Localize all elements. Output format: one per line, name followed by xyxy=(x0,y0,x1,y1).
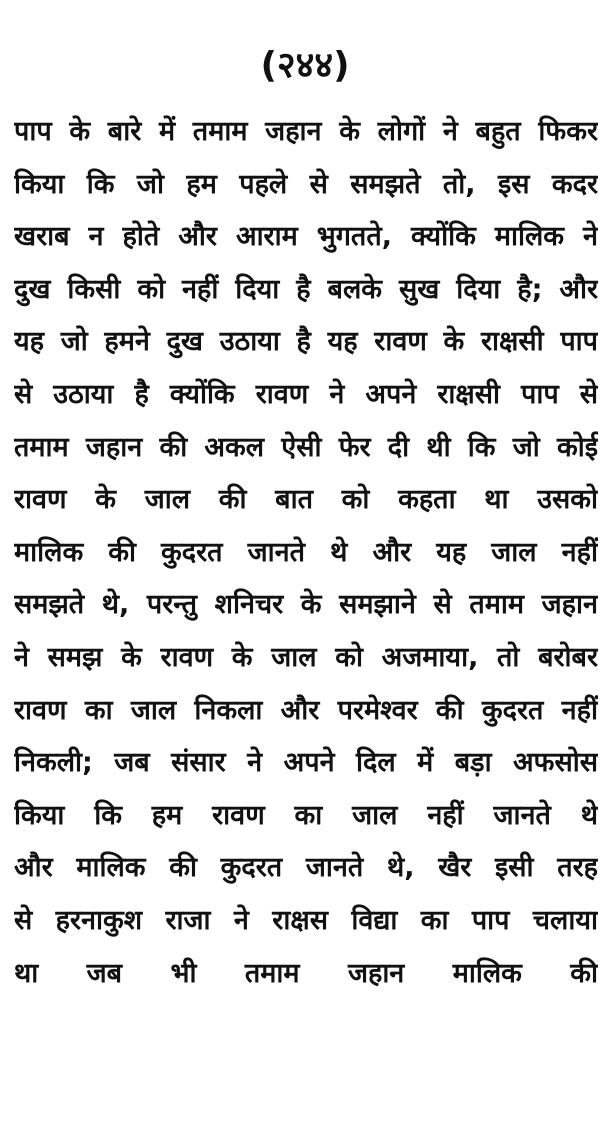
text-line: यह जो हमने दुख उठाया है यह रावण के राक्षसी पाप xyxy=(14,326,598,358)
text-line: किया कि हम रावण का जाल नहीं जानते थे xyxy=(14,799,598,831)
text-line: किया कि जो हम पहले से समझते तो, इस कदर xyxy=(14,168,598,200)
text-line: पाप के बारे में तमाम जहान के लोगों ने बहुत फिकर xyxy=(14,116,598,147)
text-line: दुख किसी को नहीं दिया है बलके सुख दिया है; और xyxy=(14,273,598,305)
text-line: से हरनाकुश राजा ने राक्षस विद्या का पाप चलाया xyxy=(14,904,598,936)
text-line: ने समझ के रावण के जाल को अजमाया, तो बरोबर xyxy=(14,641,598,673)
text-line: मालिक की कुदरत जानते थे और यह जाल नहीं xyxy=(14,536,598,568)
text-line: और मालिक की कुदरत जानते थे, खैर इसी तरह xyxy=(14,852,598,884)
text-line: रावण के जाल की बात को कहता था उसको xyxy=(14,484,598,516)
text-line: से उठाया है क्योंकि रावण ने अपने राक्षसी पाप से xyxy=(14,378,598,410)
body-text xyxy=(14,106,598,1000)
text-line: निकली; जब संसार ने अपने दिल में बड़ा अफसोस xyxy=(14,747,598,779)
text-line: तमाम जहान की अकल ऐसी फेर दी थी कि जो कोई xyxy=(14,431,598,463)
text-line: था जब भी तमाम जहान मालिक की xyxy=(14,957,598,989)
text-line: रावण का जाल निकला और परमेश्वर की कुदरत नहीं xyxy=(14,694,598,726)
page-number: (२४४) xyxy=(260,45,350,86)
text-line: समझते थे, परन्तु शनिचर के समझाने से तमाम जहान xyxy=(14,589,598,621)
text-line: खराब न होते और आराम भुगतते, क्योंकि मालिक ने xyxy=(14,221,598,253)
